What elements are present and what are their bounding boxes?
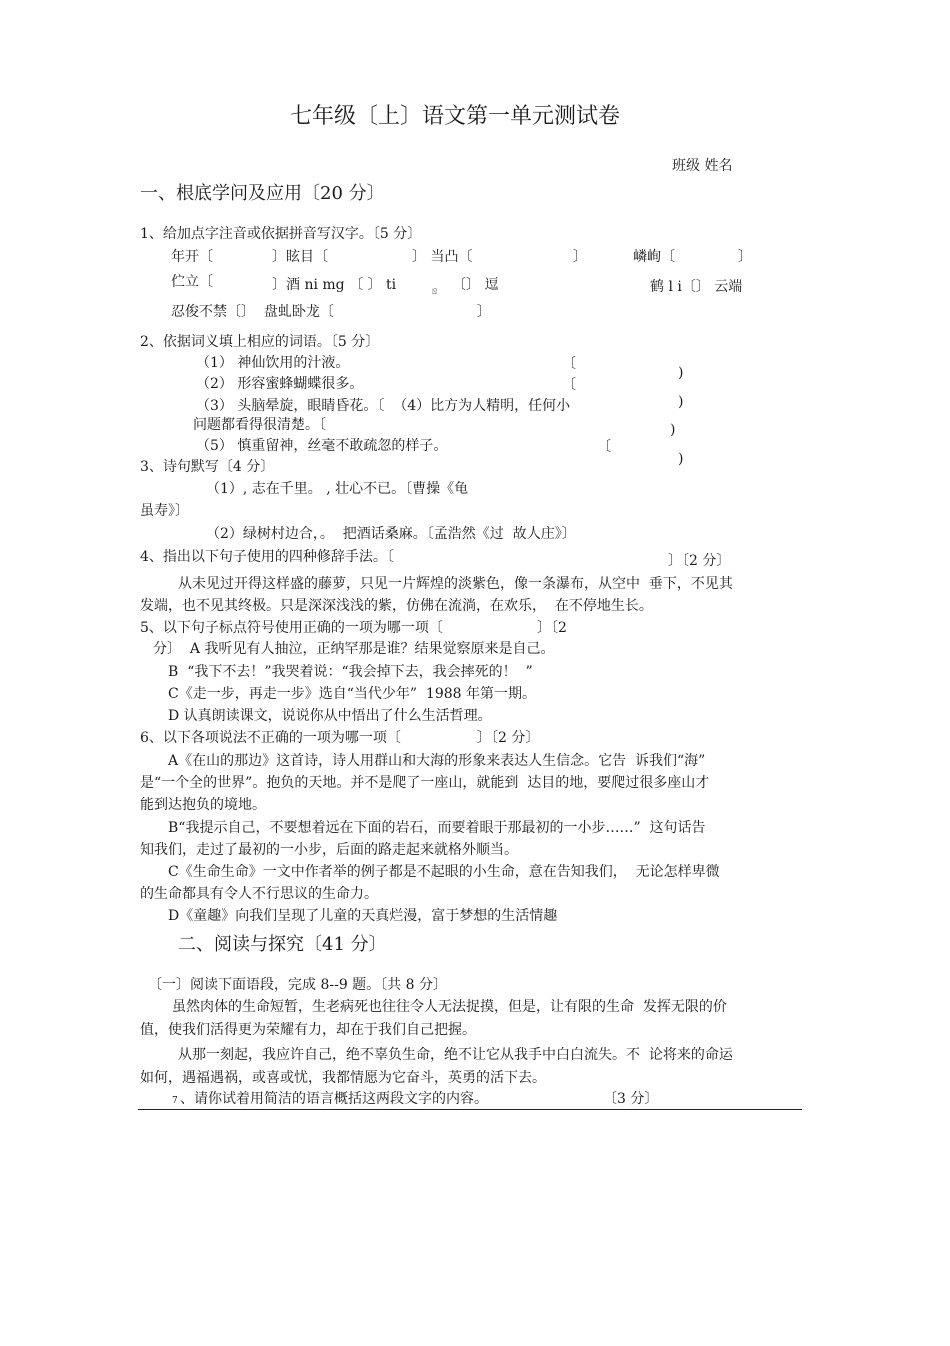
- q5-stem: 5、以下句子标点符号使用正确的一项为哪一项〔: [140, 620, 443, 636]
- q7-text: 、请你试着用简洁的语言概括这两段文字的内容。: [180, 1091, 488, 1107]
- page-title: 七年级〔上〕语文第一单元测试卷: [290, 104, 621, 129]
- q4-passage-1: 从未见过开得这样盛的藤萝，只见一片辉煌的淡紫色，像一条瀑布，从空中 垂下，不见其: [178, 576, 733, 592]
- section2-heading: 二、阅读与探究〔41 分〕: [178, 934, 387, 955]
- q1-row1-f: 〕: [738, 249, 752, 265]
- q2-item-1: （1） 神仙饮用的汁液。: [196, 355, 350, 371]
- q1-row1-a: 年开〔: [171, 249, 213, 265]
- q7-number: 7: [172, 1096, 178, 1106]
- class-name-field: 班级 姓名: [672, 158, 733, 174]
- q7-score: 〔3 分〕: [603, 1091, 659, 1107]
- q1-row2-a: 伫立〔: [171, 274, 213, 290]
- q1-row2-b: 〕酒 ni mg 〔 〕 ti: [272, 277, 397, 293]
- q6-option-a-3: 能到达抱负的境地。: [140, 797, 266, 813]
- q2-item-3-4: （3） 头脑晕旋，眼睛昏花。〔 （4）比方为人精明，任何小: [196, 398, 571, 414]
- q3-line-1: （1）, 志在千里。 , 壮心不已。〔曹操《龟: [206, 481, 469, 497]
- q1-row3-a: 忍俊不禁〔〕 盘虬卧龙〔: [171, 304, 334, 320]
- q4-stem: 4、指出以下句子使用的四种修辞手法。〔: [140, 549, 394, 565]
- q6-option-a-2: 是“一个全的世界”。抱负的天地。并不是爬了一座山，就能到 达目的地，要爬过很多座山才: [140, 775, 710, 791]
- q2-bracket-open-3: 〔: [597, 439, 611, 455]
- q1-row1-d: 〕: [573, 249, 587, 265]
- q5-option-d: D 认真朗读课文，说说你从中悟出了什么生活哲理。: [168, 708, 492, 724]
- q6-option-a-1: A《在山的那边》这首诗，诗人用群山和大海的形象来表达人生信念。它告 诉我们“海”: [168, 753, 706, 769]
- q2-bracket-close-1: ): [678, 365, 684, 381]
- q5-option-a: 分〕 A 我听见有人抽泣，正纳罕那是谁？结果觉察原来是自己。: [153, 641, 555, 657]
- q1-row2-d: 鹤 l i〔〕 云端: [650, 279, 743, 295]
- reading1-p2-b: 如何，遇福遇祸，或喜或忧，我都情愿为它奋斗，英勇的活下去。: [140, 1070, 546, 1086]
- section1-heading: 一、根底学问及应用〔20 分〕: [140, 183, 385, 204]
- q5-stem-end: 〕〔2: [537, 620, 567, 636]
- q5-option-c: C《走一步，再走一步》选自“当代少年” 1988 年第一期。: [168, 686, 537, 702]
- q6-stem: 6、以下各项说法不正确的一项为哪一项〔: [140, 730, 401, 746]
- q5-option-b: B “我下不去！”我哭着说：“我会掉下去，我会摔死的！ ”: [168, 664, 533, 680]
- q2-stem: 2、依据词义填上相应的词语。〔5 分〕: [140, 334, 380, 350]
- q6-stem-end: 〕〔2 分〕: [477, 730, 540, 746]
- q2-item-2: （2） 形容蜜蜂蝴蝶很多。: [196, 376, 364, 392]
- q6-option-c-2: 的生命都具有令人不行思议的生命力。: [140, 886, 378, 902]
- q4-score: 〕〔2 分〕: [668, 553, 731, 569]
- q3-stem: 3、诗句默写〔4 分〕: [140, 459, 275, 475]
- q6-option-b-2: 知我们，走过了最初的一小步，后面的路走起来就格外顺当。: [140, 842, 518, 858]
- q1-row2-small: ㄖ: [430, 287, 440, 297]
- q6-option-c-1: C《生命生命》一文中作者举的例子都是不起眼的小生命，意在告知我们， 无论怎样卑微: [168, 864, 720, 880]
- q2-bracket-open-2: 〔: [562, 377, 576, 393]
- reading1-p1-a: 虽然肉体的生命短暂，生老病死也往往令人无法捉摸，但是，让有限的生命 发挥无限的价: [172, 999, 727, 1015]
- q2-bracket-close-4: ): [678, 451, 684, 467]
- q1-row1-e: 嶙峋〔: [633, 249, 675, 265]
- q1-stem: 1、给加点字注音或依据拼音写汉字。〔5 分〕: [140, 226, 422, 242]
- q1-row2-c: 〔〕 逗: [452, 277, 499, 293]
- reading1-intro: 〔一〕阅读下面语段，完成 8--9 题。〔共 8 分〕: [148, 977, 447, 993]
- q4-passage-2: 发端，也不见其终极。只是深深浅浅的紫，仿佛在流淌，在欢乐， 在不停地生长。: [140, 598, 653, 614]
- q6-option-b-1: B“我提示自己，不要想着远在下面的岩石，而要着眼于那最初的一小步……” 这句话告: [168, 820, 706, 836]
- q2-bracket-close-2: ): [678, 394, 684, 410]
- answer-line: [138, 1109, 802, 1110]
- q2-item-5: （5） 慎重留神，丝毫不敢疏忽的样子。: [196, 438, 448, 454]
- q3-line-1b: 虽寿》〕: [140, 503, 189, 519]
- q2-item-4-cont: 问题都看得很清楚。〔: [193, 417, 326, 433]
- reading1-p2-a: 从那一刻起，我应许自己，绝不辜负生命，绝不让它从我手中白白流失。不 论将来的命运: [178, 1047, 733, 1063]
- q1-row3-b: 〕: [477, 304, 491, 320]
- q6-option-d: D《童趣》向我们呈现了儿童的天真烂漫，富于梦想的生活情趣: [168, 908, 558, 924]
- q1-row1-c: 〕 当凸〔: [412, 249, 473, 265]
- q2-bracket-close-3: ): [670, 422, 676, 438]
- reading1-p1-b: 值，使我们活得更为荣耀有力，却在于我们自己把握。: [140, 1022, 476, 1038]
- q2-bracket-open-1: 〔: [562, 356, 576, 372]
- q1-row1-b: 〕眩目〔: [272, 249, 328, 265]
- q3-line-2: （2）绿树村边合，。 把酒话桑麻。〔孟浩然《过 故人庄》〕: [206, 526, 576, 542]
